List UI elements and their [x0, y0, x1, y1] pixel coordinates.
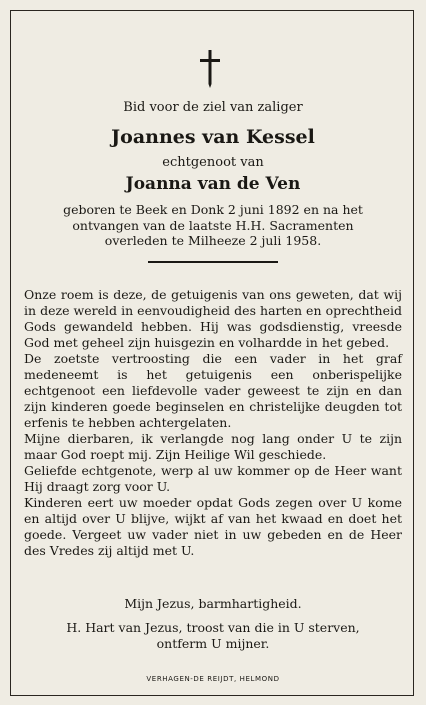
paragraph: De zoetste vertroosting die een vader in het graf medeneemt is het getuigenis een onberispelijke echtgenoot een liefdevolle vader geweest te zijn en dan zijn kinderen goede beginselen en christelijke deugden tot erfenis te hebben achtergelaten.	[24, 351, 402, 430]
spouse-label: echtgenoot van	[162, 155, 264, 170]
closing-prayer	[40, 620, 386, 652]
prayer-line: Mijn Jezus, barmhartigheid.	[124, 596, 302, 611]
prayer-line: H. Hart van Jezus, troost van die in U sterven,	[66, 620, 360, 635]
intro-line: Bid voor de ziel van zaliger	[123, 100, 303, 115]
memorial-text	[24, 287, 402, 559]
bio-line: geboren te Beek en Donk 2 juni 1892 en na het	[63, 202, 363, 217]
bio-line: overleden te Milheeze 2 juli 1958.	[104, 233, 322, 248]
biography	[24, 202, 402, 249]
divider	[148, 261, 278, 263]
deceased-name: Joannes van Kessel	[111, 126, 315, 148]
paragraph: Onze roem is deze, de getuigenis van ons geweten, dat wij in deze wereld in eenvoudigheid des harten en oprechtheid Gods gewandeld hebben. Hij was godsdienstig, vreesde God met geheel zijn huisgezin en volhardde in het gebed.	[24, 287, 402, 350]
prayer-line: ontferm U mijner.	[156, 636, 270, 651]
printer-credit: VERHAGEN-DE REIJDT, HELMOND	[146, 675, 280, 683]
latin-cross-icon	[199, 50, 221, 88]
paragraph: Kinderen eert uw moeder opdat Gods zegen over U kome en altijd over U blijve, wijkt af van het kwaad en doet het goede. Vergeet uw vader niet in uw gebeden en de Heer des Vredes zij altijd met U.	[24, 495, 402, 558]
paragraph: Mijne dierbaren, ik verlangde nog lang onder U te zijn maar God roept mij. Zijn Heilige Wil geschiede.	[24, 431, 402, 462]
spouse-name: Joanna van de Ven	[125, 174, 301, 194]
paragraph: Geliefde echtgenote, werp al uw kommer op de Heer want Hij draagt zorg voor U.	[24, 463, 402, 494]
bio-line: ontvangen van de laatste H.H. Sacramenten	[72, 217, 354, 233]
